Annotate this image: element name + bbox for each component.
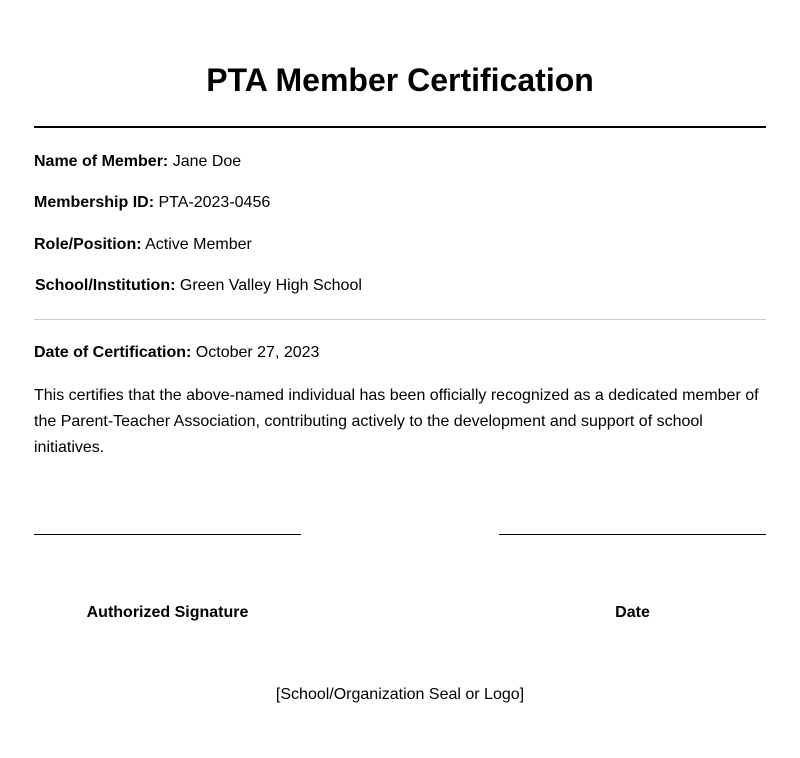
title-divider: [34, 126, 766, 128]
membership-id-value: PTA-2023-0456: [158, 194, 271, 211]
membership-id-label: Membership ID:: [34, 194, 155, 211]
certification-statement: This certifies that the above-named individual has been officially recognized as a dedicated member of the Parent-Teacher Association, contributing actively to the development and support of school initiatives.: [34, 387, 759, 456]
section-divider: [34, 319, 766, 320]
page-title: PTA Member Certification: [206, 62, 594, 98]
membership-id-field: [34, 193, 270, 213]
certification-date-label: Date of Certification:: [34, 344, 192, 361]
certification-date-field: [34, 343, 319, 363]
school-label: School/Institution:: [35, 277, 176, 294]
certification-date-value: October 27, 2023: [195, 344, 320, 361]
seal-placeholder: [School/Organization Seal or Logo]: [275, 686, 525, 703]
signature-line: [34, 534, 301, 535]
signature-label: Authorized Signature: [86, 604, 249, 621]
member-name-field: [34, 152, 241, 172]
certificate-page: [34, 0, 766, 758]
school-field: [35, 276, 362, 296]
date-label: Date: [615, 604, 650, 621]
school-value: Green Valley High School: [179, 277, 362, 294]
role-label: Role/Position:: [34, 236, 142, 253]
date-line: [499, 534, 766, 535]
member-name-value: Jane Doe: [172, 153, 242, 170]
role-field: [34, 235, 252, 255]
role-value: Active Member: [145, 236, 252, 253]
member-name-label: Name of Member:: [34, 153, 169, 170]
